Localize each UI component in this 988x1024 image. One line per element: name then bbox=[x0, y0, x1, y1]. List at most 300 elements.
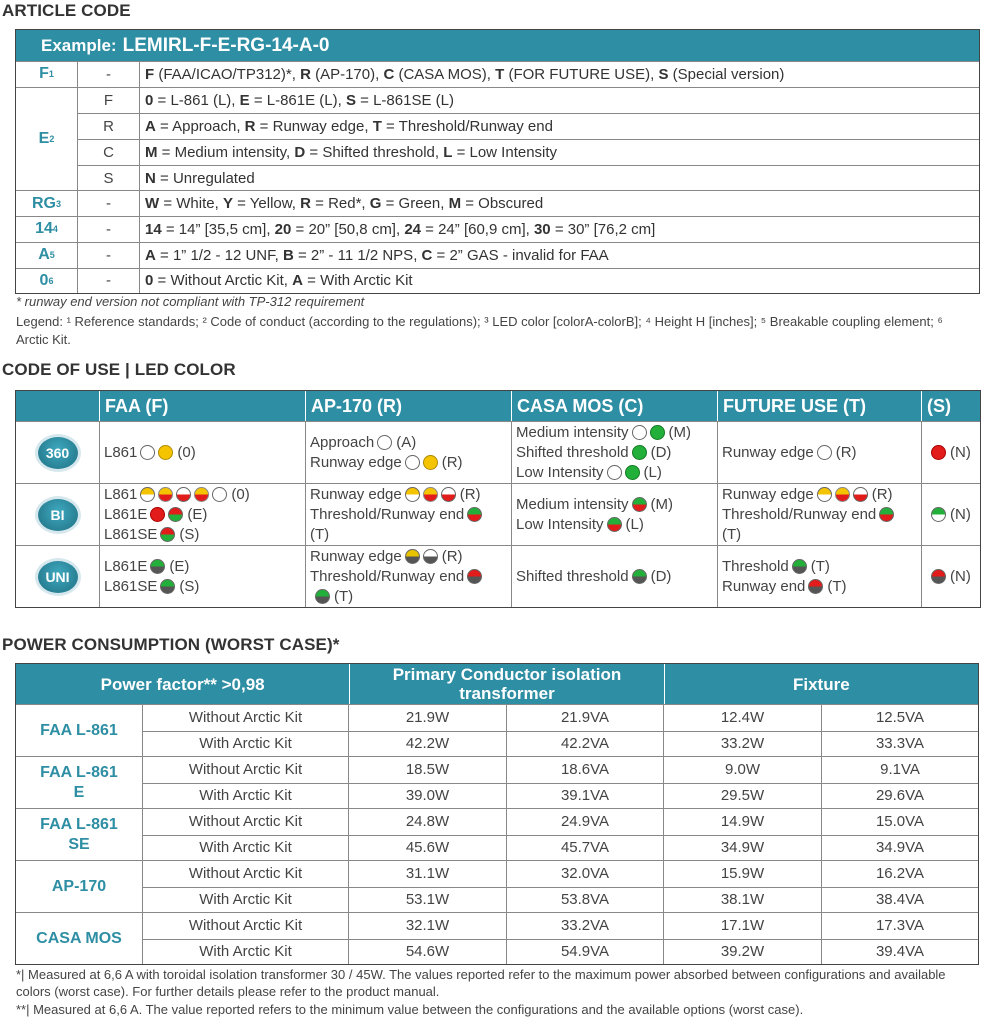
option-code: R bbox=[300, 195, 311, 213]
led-code: (0) bbox=[177, 443, 196, 461]
power-group bbox=[16, 860, 978, 912]
option-desc: = 30” [76,2 cm] bbox=[550, 220, 656, 238]
led-dot-icon bbox=[808, 579, 823, 594]
led-dot-icon bbox=[168, 507, 183, 522]
led-dot-icon bbox=[931, 507, 946, 522]
option-desc: (Special version) bbox=[668, 65, 785, 83]
power-cell: 29.6VA bbox=[875, 787, 925, 805]
power-row bbox=[143, 731, 978, 757]
option-desc: (FAA/ICAO/TP312)*, bbox=[154, 65, 301, 83]
article-row-0 bbox=[16, 268, 979, 294]
option-desc: = L-861SE (L) bbox=[355, 92, 454, 110]
power-cell: With Arctic Kit bbox=[143, 888, 349, 913]
led-dot-icon bbox=[632, 425, 647, 440]
power-cell: 15.0VA bbox=[875, 813, 925, 831]
led-color-cell bbox=[718, 484, 922, 545]
code-letter-text: E bbox=[38, 130, 50, 148]
power-cell: 12.5VA bbox=[875, 709, 925, 727]
option-code: D bbox=[294, 143, 306, 161]
article-row-14 bbox=[16, 216, 979, 242]
power-cell: Without Arctic Kit bbox=[143, 705, 349, 731]
led-code: (N) bbox=[950, 443, 971, 461]
power-cell: 39.1VA bbox=[507, 784, 664, 809]
led-line bbox=[516, 423, 717, 443]
option-code: Y bbox=[222, 195, 233, 213]
led-code: (S) bbox=[179, 577, 200, 595]
option-code: S bbox=[345, 92, 356, 110]
article-row-rg bbox=[16, 190, 979, 216]
option-code: M bbox=[145, 143, 158, 161]
sub-code: R bbox=[78, 114, 140, 139]
power-cell: 38.1W bbox=[664, 888, 822, 913]
led-usage: Runway edge bbox=[722, 485, 814, 503]
option-desc: (AP-170), bbox=[310, 65, 384, 83]
option-code: M bbox=[448, 195, 462, 213]
led-dot-icon bbox=[632, 497, 647, 512]
option-desc: = White, bbox=[159, 195, 223, 213]
option-desc: = 2” - 11 1/2 NPS, bbox=[293, 246, 422, 264]
led-line bbox=[516, 567, 717, 587]
power-cell: With Arctic Kit bbox=[143, 836, 349, 861]
header-primary-transformer: Primary Conductor isolation transformer bbox=[350, 664, 664, 704]
led-dot-icon bbox=[853, 487, 868, 502]
led-code: (S) bbox=[179, 525, 200, 543]
options-text bbox=[140, 243, 979, 268]
led-dot-icon bbox=[140, 487, 155, 502]
led-dot-icon bbox=[150, 559, 165, 574]
power-cell: 29.5W bbox=[664, 784, 822, 809]
option-code: 20 bbox=[274, 220, 292, 238]
options-text bbox=[140, 88, 979, 114]
led-line bbox=[722, 485, 921, 505]
option-code: T bbox=[372, 118, 382, 136]
option-desc: = L-861E (L), bbox=[249, 92, 346, 110]
power-cell: 39.0W bbox=[349, 784, 507, 809]
option-code: R bbox=[300, 65, 311, 83]
options-text bbox=[140, 140, 979, 165]
led-dot-icon bbox=[423, 487, 438, 502]
power-cell: 54.6W bbox=[349, 940, 507, 965]
led-dot-icon bbox=[931, 445, 946, 460]
emission-icon-label: 360 bbox=[38, 437, 78, 469]
code-of-use-row bbox=[16, 483, 980, 545]
led-dot-icon bbox=[140, 445, 155, 460]
header-blank bbox=[16, 391, 100, 421]
emission-icon-label: UNI bbox=[38, 561, 78, 593]
sub-code: C bbox=[78, 140, 140, 165]
power-cell: 21.9W bbox=[349, 705, 507, 731]
header-casa-mos: CASA MOS (C) bbox=[512, 391, 718, 421]
option-code: S bbox=[658, 65, 669, 83]
option-desc: (CASA MOS), bbox=[394, 65, 496, 83]
footnote-power-factor: **| Measured at 6,6 A. The value reported refers to the minimum value between the configurations and the available options (worst case). bbox=[16, 1002, 804, 1017]
code-of-use-row bbox=[16, 545, 980, 607]
led-usage: Shifted threshold bbox=[516, 567, 629, 585]
power-cell: Without Arctic Kit bbox=[143, 861, 349, 887]
led-usage: L861SE bbox=[104, 577, 158, 595]
led-code: (R) bbox=[441, 547, 463, 565]
power-cell: 45.6W bbox=[349, 836, 507, 861]
led-usage: Runway edge bbox=[310, 485, 402, 503]
sub-code: F bbox=[78, 88, 140, 114]
option-code: T bbox=[495, 65, 505, 83]
led-line bbox=[722, 557, 921, 577]
power-cell: 39.2W bbox=[664, 940, 822, 965]
led-dot-icon bbox=[405, 549, 420, 564]
led-color-cell bbox=[718, 422, 922, 483]
code-letter: F 1 bbox=[16, 62, 78, 87]
led-code: (T) bbox=[334, 587, 354, 605]
led-code: (N) bbox=[950, 505, 971, 523]
led-dot-icon bbox=[817, 445, 832, 460]
code-of-use-title: CODE OF USE | LED COLOR bbox=[2, 360, 236, 379]
led-usage: L861E bbox=[104, 557, 148, 575]
led-usage: Threshold/Runway end bbox=[722, 505, 877, 523]
led-usage: Runway edge bbox=[310, 453, 402, 471]
led-dot-icon bbox=[212, 487, 227, 502]
power-cell: 17.1W bbox=[664, 913, 822, 939]
power-group-rows bbox=[143, 809, 978, 860]
option-code: 30 bbox=[533, 220, 551, 238]
power-cell: 33.3VA bbox=[875, 735, 925, 753]
code-letter: A 5 bbox=[16, 243, 78, 268]
power-row bbox=[143, 835, 978, 861]
led-line bbox=[310, 453, 511, 473]
led-code: (A) bbox=[396, 433, 417, 451]
article-row-a bbox=[16, 242, 979, 268]
power-cell: With Arctic Kit bbox=[143, 732, 349, 757]
led-color-cell bbox=[718, 546, 922, 607]
code-letter: 14 4 bbox=[16, 217, 78, 242]
code-of-use-table bbox=[15, 390, 981, 608]
led-color-cell bbox=[100, 484, 306, 545]
option-code: N bbox=[145, 169, 156, 187]
led-usage: Low Intensity bbox=[516, 515, 604, 533]
power-cell: 9.1VA bbox=[880, 761, 920, 779]
e-subrow bbox=[78, 88, 979, 114]
led-code: (R) bbox=[835, 443, 857, 461]
option-desc: = Low Intensity bbox=[452, 143, 558, 161]
sub-code: - bbox=[78, 269, 140, 294]
option-code: A bbox=[145, 118, 156, 136]
power-group-rows bbox=[143, 757, 978, 808]
option-code: 24 bbox=[404, 220, 421, 238]
emission-uni-icon bbox=[33, 557, 83, 597]
power-cell: With Arctic Kit bbox=[143, 940, 349, 965]
power-cell: 33.2VA bbox=[507, 913, 664, 939]
power-cell: 45.7VA bbox=[507, 836, 664, 861]
led-dot-icon bbox=[792, 559, 807, 574]
led-dot-icon bbox=[467, 569, 482, 584]
power-cell: 24.9VA bbox=[507, 809, 664, 835]
option-code: E bbox=[239, 92, 250, 110]
option-code: 0 bbox=[145, 92, 154, 110]
option-desc: = 20” [50,8 cm], bbox=[291, 220, 405, 238]
power-cell: 12.4W bbox=[664, 705, 822, 731]
led-dot-icon bbox=[315, 589, 330, 604]
header-special: (S) bbox=[927, 395, 951, 416]
emission-icon-label: BI bbox=[38, 499, 78, 531]
emission-icon-cell bbox=[16, 484, 100, 545]
led-dot-icon bbox=[650, 425, 665, 440]
power-row bbox=[143, 939, 978, 965]
led-dot-icon bbox=[160, 527, 175, 542]
led-dot-icon bbox=[607, 465, 622, 480]
led-dot-icon bbox=[377, 435, 392, 450]
led-code: (R) bbox=[441, 453, 463, 471]
option-desc: = Runway edge, bbox=[255, 118, 373, 136]
led-dot-icon bbox=[931, 569, 946, 584]
led-color-cell bbox=[100, 422, 306, 483]
led-dot-icon bbox=[150, 507, 165, 522]
sub-code: - bbox=[78, 191, 140, 216]
option-desc: = Red*, bbox=[310, 195, 370, 213]
led-usage: Low Intensity bbox=[516, 463, 604, 481]
led-color-cell bbox=[512, 422, 718, 483]
led-code: (D) bbox=[650, 567, 672, 585]
power-row bbox=[143, 705, 978, 731]
header-power-factor: Power factor** >0,98 bbox=[16, 664, 350, 704]
led-color-cell bbox=[922, 484, 979, 545]
power-group-rows bbox=[143, 861, 978, 912]
led-line bbox=[104, 443, 305, 463]
article-code-table bbox=[15, 29, 980, 294]
led-code: (E) bbox=[187, 505, 208, 523]
led-dot-icon bbox=[176, 487, 191, 502]
led-dot-icon bbox=[632, 445, 647, 460]
power-consumption-title: POWER CONSUMPTION (WORST CASE)* bbox=[2, 635, 340, 654]
header-ap170: AP-170 (R) bbox=[306, 391, 512, 421]
sub-code: - bbox=[78, 217, 140, 242]
option-desc: = L-861 (L), bbox=[153, 92, 240, 110]
led-line bbox=[926, 443, 979, 463]
led-dot-icon bbox=[467, 507, 482, 522]
led-line bbox=[104, 557, 305, 577]
option-code: A bbox=[292, 272, 303, 290]
sub-code: - bbox=[78, 62, 140, 87]
options-text bbox=[140, 191, 979, 216]
option-code: R bbox=[244, 118, 256, 136]
power-group-label: FAA L-861 SE bbox=[16, 809, 143, 860]
led-usage: L861 bbox=[104, 485, 138, 503]
option-code: F bbox=[145, 65, 155, 83]
led-line bbox=[722, 577, 921, 597]
led-usage: L861 bbox=[104, 443, 138, 461]
led-line bbox=[104, 525, 305, 545]
led-line bbox=[310, 433, 511, 453]
power-cell: 18.5W bbox=[349, 757, 507, 783]
power-row bbox=[143, 809, 978, 835]
article-row-f bbox=[16, 61, 979, 87]
option-desc: = Medium intensity, bbox=[157, 143, 295, 161]
led-line bbox=[104, 505, 305, 525]
led-dot-icon bbox=[194, 487, 209, 502]
option-desc: (FOR FUTURE USE), bbox=[504, 65, 659, 83]
led-code: (L) bbox=[643, 463, 662, 481]
power-cell: 9.0W bbox=[664, 757, 822, 783]
options-text bbox=[140, 269, 979, 294]
option-desc: = Unregulated bbox=[155, 169, 255, 187]
e-subrow bbox=[78, 139, 979, 165]
led-usage: L861SE bbox=[104, 525, 158, 543]
led-code: (L) bbox=[625, 515, 644, 533]
e-subrows bbox=[78, 88, 979, 191]
power-cell: 42.2VA bbox=[507, 732, 664, 757]
led-usage: Medium intensity bbox=[516, 495, 629, 513]
led-line bbox=[310, 567, 511, 587]
power-group bbox=[16, 808, 978, 860]
led-usage: Approach bbox=[310, 433, 375, 451]
emission-icon-cell bbox=[16, 422, 100, 483]
option-desc: = Without Arctic Kit, bbox=[153, 272, 293, 290]
code-letter-text: RG bbox=[31, 194, 56, 212]
power-cell: 53.1W bbox=[349, 888, 507, 913]
led-usage: Shifted threshold bbox=[516, 443, 629, 461]
led-code: (E) bbox=[169, 557, 190, 575]
option-desc: = Shifted threshold, bbox=[305, 143, 444, 161]
option-desc: = Obscured bbox=[461, 195, 544, 213]
power-group-label: FAA L-861 E bbox=[16, 757, 143, 808]
emission-bi-icon bbox=[33, 495, 83, 535]
emission-icon-cell bbox=[16, 546, 100, 607]
option-code: 14 bbox=[145, 220, 162, 238]
led-code: (D) bbox=[650, 443, 672, 461]
led-dot-icon bbox=[879, 507, 894, 522]
header-future-use: FUTURE USE (T) bbox=[718, 391, 922, 421]
options-text bbox=[140, 114, 979, 139]
power-cell: With Arctic Kit bbox=[143, 784, 349, 809]
led-color-cell bbox=[306, 546, 512, 607]
led-line bbox=[104, 577, 305, 597]
power-group bbox=[16, 756, 978, 808]
power-cell: 39.4VA bbox=[875, 943, 925, 961]
article-code-title: ARTICLE CODE bbox=[2, 1, 131, 20]
led-line bbox=[516, 443, 717, 463]
power-cell: 16.2VA bbox=[875, 865, 925, 883]
sub-code: - bbox=[78, 243, 140, 268]
code-of-use-header bbox=[16, 391, 980, 421]
header-faa: FAA (F) bbox=[100, 391, 306, 421]
code-letter: RG 3 bbox=[16, 191, 78, 216]
power-group-label: FAA L-861 bbox=[16, 705, 143, 756]
led-usage: Runway edge bbox=[722, 443, 814, 461]
power-cell: 18.6VA bbox=[507, 757, 664, 783]
led-line bbox=[926, 505, 979, 525]
option-code: A bbox=[145, 246, 156, 264]
option-desc: = Approach, bbox=[155, 118, 245, 136]
led-line bbox=[104, 485, 305, 505]
code-letter: 0 6 bbox=[16, 269, 78, 294]
led-code: (0) bbox=[231, 485, 250, 503]
option-desc: = With Arctic Kit bbox=[302, 272, 413, 290]
code-letter-text: F bbox=[39, 65, 49, 83]
led-color-cell bbox=[922, 422, 979, 483]
power-cell: 17.3VA bbox=[875, 917, 925, 935]
power-cell: 21.9VA bbox=[507, 705, 664, 731]
led-code: (T) bbox=[810, 557, 830, 575]
power-cell: 38.4VA bbox=[875, 891, 925, 909]
option-desc: = Green, bbox=[381, 195, 449, 213]
led-color-cell bbox=[306, 422, 512, 483]
led-line bbox=[516, 515, 717, 535]
led-dot-icon bbox=[607, 517, 622, 532]
power-group bbox=[16, 704, 978, 756]
power-row bbox=[143, 757, 978, 783]
option-desc: = 24” [60,9 cm], bbox=[421, 220, 534, 238]
led-usage: Runway edge bbox=[310, 547, 402, 565]
example-header bbox=[16, 30, 979, 61]
power-row bbox=[143, 887, 978, 913]
led-dot-icon bbox=[405, 455, 420, 470]
led-dot-icon bbox=[835, 487, 850, 502]
option-code: B bbox=[282, 246, 294, 264]
power-row bbox=[143, 913, 978, 939]
power-cell: 24.8W bbox=[349, 809, 507, 835]
led-usage: Threshold bbox=[722, 557, 789, 575]
e-subrow bbox=[78, 165, 979, 191]
led-color-cell bbox=[922, 546, 979, 607]
emission-360-icon bbox=[33, 433, 83, 473]
power-group-label: CASA MOS bbox=[16, 913, 143, 964]
power-consumption-table bbox=[15, 663, 979, 965]
led-line bbox=[310, 505, 511, 525]
led-line bbox=[722, 525, 921, 545]
power-cell: 14.9W bbox=[664, 809, 822, 835]
sub-code: S bbox=[78, 166, 140, 191]
led-line bbox=[310, 547, 511, 567]
code-letter: E 2 bbox=[16, 88, 78, 191]
power-cell: 54.9VA bbox=[507, 940, 664, 965]
power-cell: 32.0VA bbox=[507, 861, 664, 887]
options-text bbox=[140, 217, 979, 242]
power-header bbox=[16, 664, 978, 704]
led-code: (M) bbox=[650, 495, 674, 513]
power-row bbox=[143, 861, 978, 887]
power-cell: 42.2W bbox=[349, 732, 507, 757]
option-code: W bbox=[145, 195, 160, 213]
article-row-e bbox=[16, 87, 979, 191]
option-code: L bbox=[443, 143, 453, 161]
code-of-use-row bbox=[16, 421, 980, 483]
power-cell: 53.8VA bbox=[507, 888, 664, 913]
legend-text: Legend: ¹ Reference standards; ² Code of conduct (according to the regulations); ³ LED color [colorA-colorB]; ⁴ Height H [inches]; ⁵ Breakable coupling element; ⁶ Arctic Kit. bbox=[16, 314, 943, 347]
led-dot-icon bbox=[405, 487, 420, 502]
power-cell: 31.1W bbox=[349, 861, 507, 887]
led-usage: Medium intensity bbox=[516, 423, 629, 441]
led-code: (R) bbox=[871, 485, 893, 503]
power-group-rows bbox=[143, 705, 978, 756]
example-label: Example: bbox=[41, 35, 117, 55]
power-row bbox=[143, 783, 978, 809]
led-color-cell bbox=[512, 546, 718, 607]
options-text bbox=[140, 62, 979, 87]
led-dot-icon bbox=[441, 487, 456, 502]
power-group-label: AP-170 bbox=[16, 861, 143, 912]
led-dot-icon bbox=[423, 549, 438, 564]
led-code: (M) bbox=[668, 423, 692, 441]
led-line bbox=[516, 463, 717, 483]
power-cell: 34.9W bbox=[664, 836, 822, 861]
led-dot-icon bbox=[158, 445, 173, 460]
option-code: C bbox=[383, 65, 395, 83]
led-usage: Threshold/Runway end bbox=[310, 505, 465, 523]
led-line bbox=[926, 567, 979, 587]
code-letter-text: A bbox=[38, 246, 50, 264]
power-cell: 15.9W bbox=[664, 861, 822, 887]
power-cell: 33.2W bbox=[664, 732, 822, 757]
led-line bbox=[722, 443, 921, 463]
power-cell: Without Arctic Kit bbox=[143, 809, 349, 835]
